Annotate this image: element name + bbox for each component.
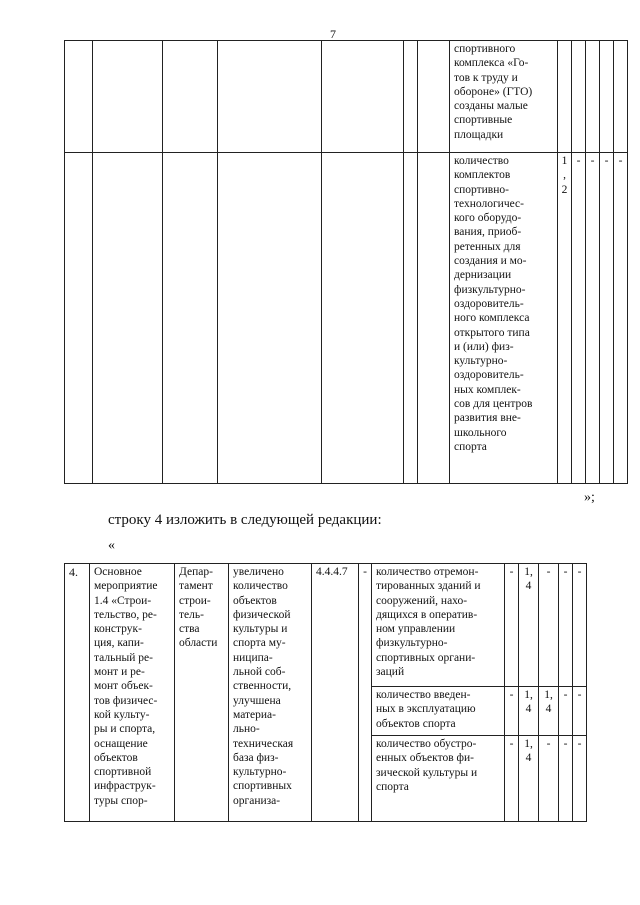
amendment-statement: строку 4 изложить в следующей редакции: bbox=[108, 512, 382, 528]
indicator-cell: количество обустро- енных объектов фи- зической культуры и спорта bbox=[372, 736, 505, 822]
indicator-cell: количество комплектов спортивно- технологичес- кого оборудо- вания, приоб- ретенных для создания и мо- дернизации физкультурно- оздоровитель- ного комплекса открытого типа и (или) физ- культурно- оздоровитель- ных комплек- сов для центров развития вне- школьного спорта bbox=[450, 153, 558, 484]
value-cell: 1, 4 bbox=[519, 736, 539, 822]
indicator-cell: количество введен- ных в эксплуатацию объектов спорта bbox=[372, 687, 505, 736]
value-cell: - bbox=[573, 687, 587, 736]
dash-cell: - bbox=[359, 564, 372, 822]
value-cell: - bbox=[586, 153, 600, 484]
closing-quote: »; bbox=[584, 490, 595, 505]
opening-quote: « bbox=[108, 538, 115, 553]
value-cell: - bbox=[573, 564, 587, 687]
value-cell: - bbox=[559, 564, 573, 687]
indicator-cell: спортивного комплекса «Го- тов к труду и обороне» (ГТО) созданы малые спортивные площадки bbox=[450, 41, 558, 153]
table-continued bbox=[64, 40, 628, 484]
value-cell: - bbox=[539, 736, 559, 822]
value-cell: - bbox=[559, 736, 573, 822]
page-number: 7 bbox=[330, 27, 336, 41]
value-cell: - bbox=[573, 736, 587, 822]
value-cell: - bbox=[600, 153, 614, 484]
executor-cell: Депар- тамент строи- тель- ства области bbox=[175, 564, 229, 822]
value-cell: 1 , 2 bbox=[558, 153, 572, 484]
value-cell: 1, 4 bbox=[519, 687, 539, 736]
table-row bbox=[65, 153, 628, 484]
value-cell: - bbox=[559, 687, 573, 736]
table-row-4 bbox=[64, 563, 587, 822]
value-cell: - bbox=[614, 153, 628, 484]
value-cell: 1, 4 bbox=[519, 564, 539, 687]
code-cell: 4.4.4.7 bbox=[312, 564, 359, 822]
measure-cell: Основное мероприятие 1.4 «Строи- тельство, ре- конструк- ция, капи- тальный ре- монт и ре- монт объек- тов физичес- кой культу- ры и спорта, оснащение объектов спортивной инфраструк- туры спор- bbox=[90, 564, 175, 822]
value-cell: 1, 4 bbox=[539, 687, 559, 736]
value-cell: - bbox=[505, 736, 519, 822]
indicator-cell: количество отремон- тированных зданий и сооружений, нахо- дящихся в оператив- ном управлении физкультурно- спортивных органи- заций bbox=[372, 564, 505, 687]
result-cell: увеличено количество объектов физической культуры и спорта му- ниципа- льной соб- ственности, улучшена материа- льно- техническая база физ- культурно- спортивных организа- bbox=[229, 564, 312, 822]
table-row bbox=[65, 41, 628, 153]
row-number: 4. bbox=[65, 564, 90, 822]
value-cell: - bbox=[539, 564, 559, 687]
table-row bbox=[65, 564, 587, 687]
value-cell: - bbox=[505, 564, 519, 687]
value-cell: - bbox=[505, 687, 519, 736]
value-cell: - bbox=[572, 153, 586, 484]
